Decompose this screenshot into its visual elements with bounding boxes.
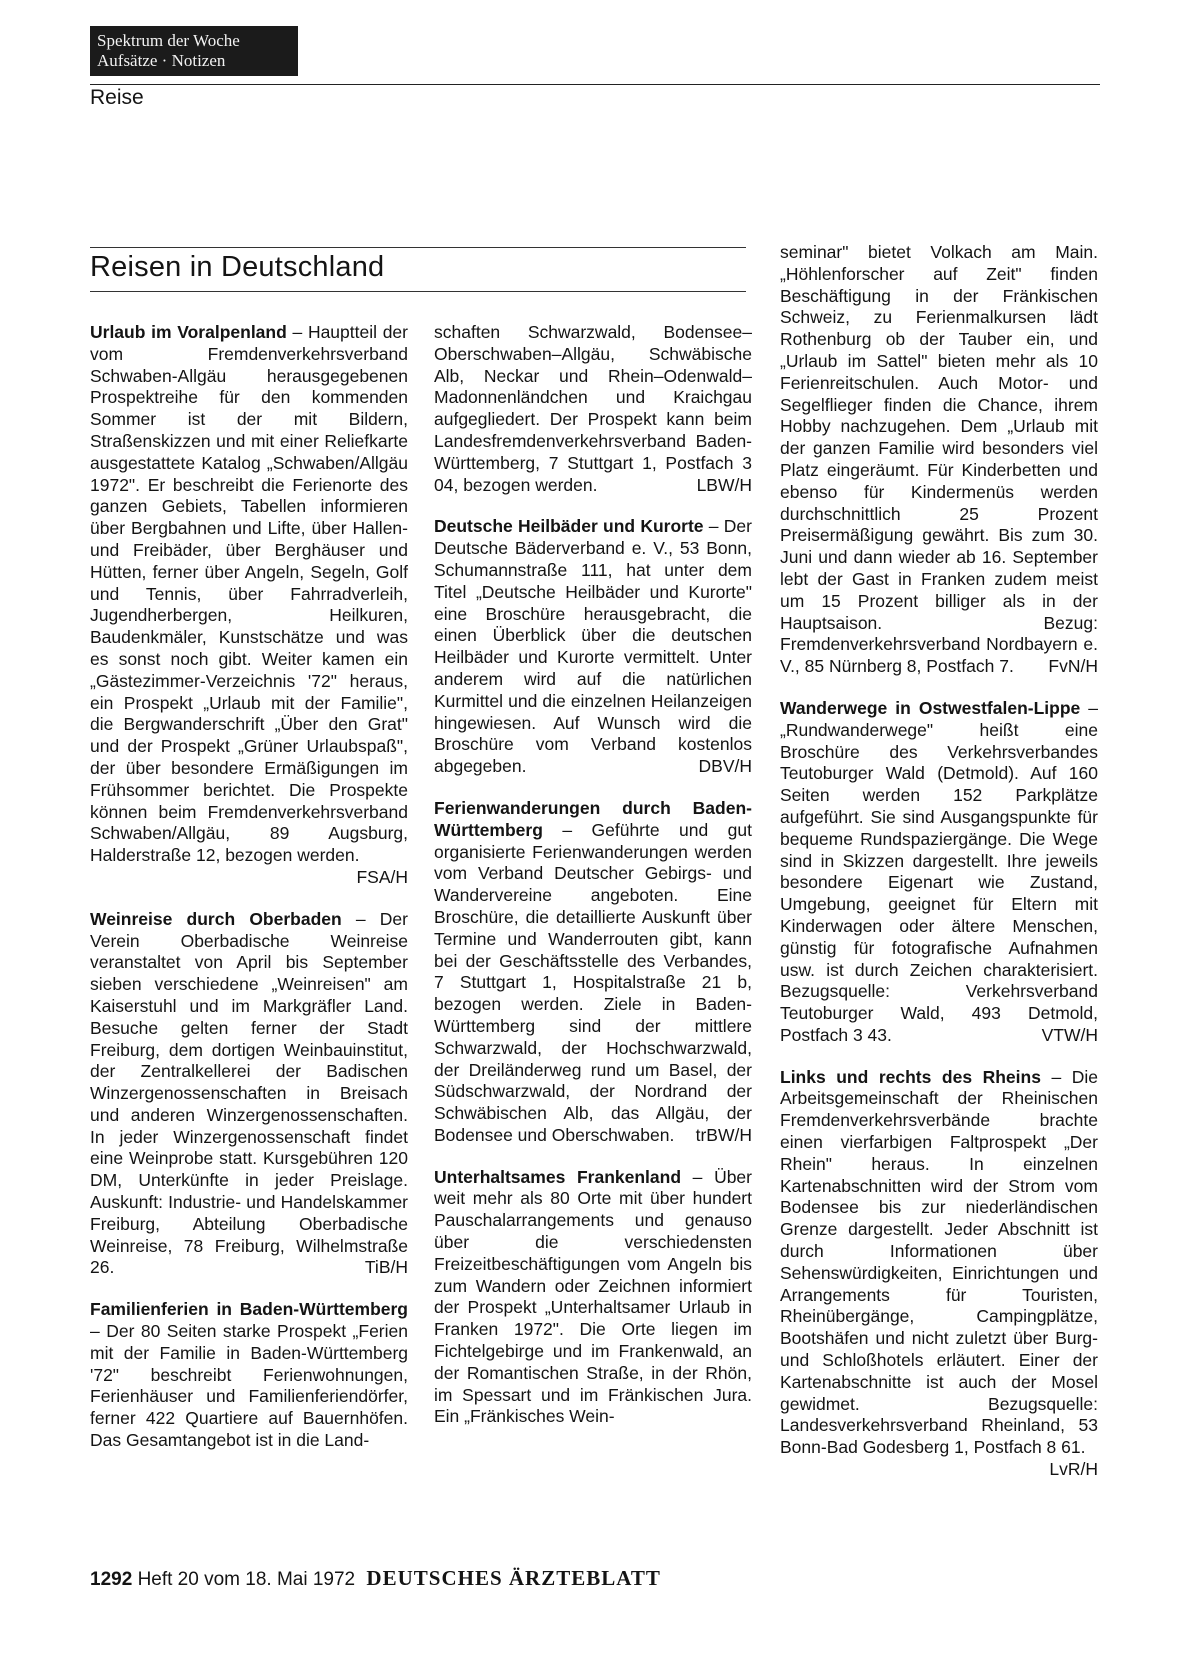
headline-rule-top (90, 247, 746, 248)
article-signature: VTW/H (1041, 1024, 1098, 1045)
article-signature: DBV/H (698, 756, 752, 777)
rubric-line-1: Spektrum der Woche (97, 31, 240, 50)
article-heading: Familienferien in Baden-Württemberg (90, 1299, 408, 1320)
article-familienferien: Familienferien in Baden-Württemberg – Der 80 Seiten starke Prospekt „Ferien mit der Familie in Baden-Württemberg '72" beschreibt Ferienwohnungen, Ferienhäuser und Familienferiendörfer, ferner 422 Quartiere auf Bauernhöfen. Das Gesamtangebot ist in die Land- (90, 1299, 408, 1451)
rubric-line-2: Aufsätze · Notizen (97, 51, 226, 70)
article-ferienwanderungen: Ferienwanderungen durch Baden-Württemberg – Geführte und gut organisierte Ferienwanderungen werden vom Verband Deutscher Gebirgs- und Wandervereine angeboten. Eine Broschüre, die detaillierte Auskunft über Termine und Wanderrouten gibt, kann bei der Geschäftsstelle des Verbandes, 7 Stuttgart 1, Hospitalstraße 21 b, bezogen werden. Ziele in Baden-Württemberg sind der mittlere Schwarzwald, der Hochschwarzwald, der Dreiländerweg rund um Basel, der Südschwarzwald, der Nordrand der Schwäbischen Alb, das Allgäu, der Bodensee und Oberschwaben. trBW/H (434, 797, 752, 1145)
article-weinreise-oberbaden: Weinreise durch Oberbaden – Der Verein Oberbadische Weinreise veranstaltet von April bis September sieben verschiedene „Weinreisen" am Kaiserstuhl und im Markgräfler Land. Besuche gelten ferner der Stadt Freiburg, dem dortigen Weinbauinstitut, der Zentralkellerei der Badischen Winzergenossenschaften in Breisach und anderen Winzergenossenschaften. In jeder Winzergenossenschaft findet eine Weinprobe statt. Kursgebühren 120 DM, Unterkünfte in jeder Preislage. Auskunft: Industrie- und Handelskammer Freiburg, Abteilung Oberbadische Weinreise, 78 Freiburg, Wilhelmstraße 26. TiB/H (90, 908, 408, 1278)
article-body: Die Arbeitsgemeinschaft der Rheinischen Fremdenverkehrsverbände brachte einen vierfarbigen Faltprospekt „Der Rhein" heraus. In einzelnen Kartenabschnitten wird der Strom vom Bodensee bis zur niederländischen Grenze dargestellt. Jeder Abschnitt ist durch Informationen über Sehenswürdigkeiten, Einrichtungen und Arrangements für Touristen, Rheinübergänge, Campingplätze, Bootshäfen und nicht zuletzt über Burg- und Schloßhotels erläutert. Einer der Kartenabschnitte ist auch der Mosel gewidmet. Bezugsquelle: Landesverkehrsverband Rheinland, 53 Bonn-Bad Godesberg 1, Postfach 8 61. (780, 1066, 1098, 1458)
article-signature: FvN/H (1048, 656, 1098, 677)
article-urlaub-voralpenland: Urlaub im Voralpenland – Hauptteil der vom Fremdenverkehrsverband Schwaben-Allgäu herausgegebenen Prospektreihe für den kommenden Sommer ist der mit Bildern, Straßenskizzen und mit einer Reliefkarte ausgestattete Katalog „Schwaben/Allgäu 1972". Er beschreibt die Ferienorte des ganzen Gebiets, Tabellen informieren über Bergbahnen und Lifte, über Hallen- und Freibäder, über Berghäuser und Hütten, ferner über Angeln, Segeln, Golf und Tennis, über Fahrradverleih, Jugendherbergen, Heilkuren, Baudenkmäler, Kunstschätze und was es sonst noch gibt. Weiter kamen ein „Gästezimmer-Verzeichnis '72" heraus, ein Prospekt „Urlaub mit der Familie", die Bergwanderschrift „Über den Grat" und der Prospekt „Grüner Urlaubspaß", der über besondere Ermäßigungen im Frühsommer berichtet. Die Prospekte können beim Fremdenverkehrsverband Schwaben/Allgäu, 89 Augsburg, Halderstraße 12, bezogen werden. FSA/H (90, 322, 408, 887)
page-title: Reisen in Deutschland (90, 251, 385, 283)
article-body: Hauptteil der vom Fremdenverkehrsverband Schwaben-Allgäu herausgegebenen Prospektreihe für den kommenden Sommer ist der mit Bildern, Straßenskizzen und mit einer Reliefkarte ausgestattete Katalog „Schwaben/Allgäu 1972". Er beschreibt die Ferienorte des ganzen Gebiets, Tabellen informieren über Bergbahnen und Lifte, über Hallen- und Freibäder, über Berghäuser und Hütten, ferner über Angeln, Segeln, Golf und Tennis, über Fahrradverleih, Jugendherbergen, Heilkuren, Baudenkmäler, Kunstschätze und was es sonst noch gibt. Weiter kamen ein „Gästezimmer-Verzeichnis '72" heraus, ein Prospekt „Urlaub mit der Familie", die Bergwanderschrift „Über den Grat" und der Prospekt „Grüner Urlaubspaß", der über besondere Ermäßigungen im Frühsommer berichtet. Die Prospekte können beim Fremdenverkehrsverband Schwaben/Allgäu, 89 Augsburg, Halderstraße 12, bezogen werden. (90, 322, 408, 866)
page-number: 1292 (90, 1569, 133, 1590)
article-heilbaeder-kurorte: Deutsche Heilbäder und Kurorte – Der Deutsche Bäderverband e. V., 53 Bonn, Schumannstraße 111, hat unter dem Titel „Deutsche Heilbäder und Kurorte" eine Broschüre herausgebracht, die einen Überblick über die deutschen Heilbäder und Kurorte vermittelt. Unter anderem wird auf die natürlichen Kurmittel und die einzelnen Heilanzeigen hingewiesen. Auf Wunsch wird die Broschüre vom Verband kostenlos abgegeben. DBV/H (434, 516, 752, 777)
article-signature: LvR/H (1049, 1459, 1098, 1480)
article-heading: Deutsche Heilbäder und Kurorte (434, 516, 704, 537)
article-body-continued: schaften Schwarzwald, Bodensee–Oberschwaben–Allgäu, Schwäbische Alb, Neckar und Rhein–Odenwald–Madonnenländchen und Kraichgau aufgegliedert. Der Prospekt kann beim Landesfremdenverkehrsverband Baden-Württemberg, 7 Stuttgart 1, Postfach 3 04, bezogen werden. (434, 322, 752, 495)
rubric-box (90, 26, 298, 76)
column-2 (434, 322, 752, 1448)
article-body: Der 80 Seiten starke Prospekt „Ferien mit der Familie in Baden-Württemberg '72" beschreibt Ferienwohnungen, Ferienhäuser und Familienferiendörfer, ferner 422 Quartiere auf Bauernhöfen. Das Gesamtangebot ist in die Land- (90, 1321, 408, 1451)
publication-name: DEUTSCHES ÄRZTEBLATT (366, 1566, 661, 1590)
article-heading: Wanderwege in Ostwestfalen-Lippe (780, 697, 1081, 718)
article-heading: Ferienwanderungen durch Baden-Württemberg (434, 797, 752, 840)
header-rule (90, 84, 1100, 85)
article-body: Geführte und gut organisierte Ferienwanderungen werden vom Verband Deutscher Gebirgs- und Wandervereine angeboten. Eine Broschüre, die detaillierte Auskunft über Termine und Wanderrouten gibt, kann bei der Geschäftsstelle des Verbandes, 7 Stuttgart 1, Hospitalstraße 21 b, bezogen werden. Ziele in Baden-Württemberg sind der mittlere Schwarzwald, der Hochschwarzwald, der Dreiländerweg rund um Basel, der Südschwarzwald, der Nordrand der Schwäbischen Alb, das Allgäu, der Bodensee und Oberschwaben. (434, 819, 752, 1145)
article-body: Der Verein Oberbadische Weinreise veranstaltet von April bis September sieben verschiedene „Weinreisen" am Kaiserstuhl und im Markgräfler Land. Besuche gelten ferner der Stadt Freiburg, dem dortigen Weinbauinstitut, der Zentralkellerei der Badischen Winzergenossenschaften in Breisach und anderen Winzergenossenschaften. In jeder Winzergenossenschaft findet eine Weinprobe statt. Kursgebühren 120 DM, Unterkünfte in jeder Preislage. Auskunft: Industrie- und Handelskammer Freiburg, Abteilung Oberbadische Weinreise, 78 Freiburg, Wilhelmstraße 26. (90, 908, 408, 1278)
article-heading: Urlaub im Voralpenland (90, 322, 287, 342)
page-footer (90, 1566, 661, 1591)
article-familienferien-continued (434, 322, 752, 496)
article-links-rechts-rheins: Links und rechts des Rheins – Die Arbeitsgemeinschaft der Rheinischen Fremdenverkehrsverbände brachte einen vierfarbigen Faltprospekt „Der Rhein" heraus. In einzelnen Kartenabschnitten wird der Strom vom Bodensee bis zur niederländischen Grenze dargestellt. Jeder Abschnitt ist durch Informationen über Sehenswürdigkeiten, Einrichtungen und Arrangements für Touristen, Rheinübergänge, Campingplätze, Bootshäfen und nicht zuletzt über Burg- und Schloßhotels erläutert. Einer der Kartenabschnitte ist auch der Mosel gewidmet. Bezugsquelle: Landesverkehrsverband Rheinland, 53 Bonn-Bad Godesberg 1, Postfach 8 61. LvR/H (780, 1066, 1098, 1480)
article-body: Über weit mehr als 80 Orte mit über hundert Pauschalarrangements und genauso über die verschiedensten Freizeitbeschäftigungen vom Angeln bis zum Wandern oder Zeichnen informiert der Prospekt „Unterhaltsamer Urlaub in Franken 1972". Die Orte liegen im Fichtelgebirge und im Frankenwald, an der Romantischen Straße, in der Rhön, im Spessart und im Fränkischen Jura. Ein „Fränkisches Wein- (434, 1166, 752, 1427)
article-signature: TiB/H (364, 1257, 408, 1278)
article-frankenland-continued (780, 242, 1098, 678)
issue-info: Heft 20 vom 18. Mai 1972 (137, 1569, 356, 1590)
article-body: „Rundwanderwege" heißt eine Broschüre des Verkehrsverbandes Teutoburger Wald (Detmold). Auf 160 Seiten werden 152 Parkplätze aufgeführt. Sie sind Ausgangspunkte für bequeme Rundspaziergänge. Die Wege sind in Skizzen dargestellt. Ihre jeweils besondere Eigenart wie Zustand, Umgebung, geeignet für Eltern mit Kinderwagen oder ältere Menschen, günstig für fotografische Aufnahmen usw. ist durch Zeichen charakterisiert. Bezugsquelle: Verkehrsverband Teutoburger Wald, 493 Detmold, Postfach 3 43. (780, 719, 1098, 1045)
article-frankenland: Unterhaltsames Frankenland – Über weit mehr als 80 Orte mit über hundert Pauschalarrangements und genauso über die verschiedensten Freizeitbeschäftigungen vom Angeln bis zum Wandern oder Zeichnen informiert der Prospekt „Unterhaltsamer Urlaub in Franken 1972". Die Orte liegen im Fichtelgebirge und im Frankenwald, an der Romantischen Straße, in der Rhön, im Spessart und im Fränkischen Jura. Ein „Fränkisches Wein- (434, 1166, 752, 1427)
headline-rule-bottom (90, 291, 746, 292)
column-1 (90, 322, 408, 1472)
article-body: Der Deutsche Bäderverband e. V., 53 Bonn, Schumannstraße 111, hat unter dem Titel „Deutsche Heilbäder und Kurorte" eine Broschüre herausgebracht, die einen Überblick über die deutschen Heilbäder und Kurorte vermittelt. Unter anderem wird auf die natürlichen Kurmittel und die einzelnen Heilanzeigen hingewiesen. Auf Wunsch wird die Broschüre vom Verband kostenlos abgegeben. (434, 516, 752, 777)
section-label: Reise (90, 86, 144, 109)
article-signature: LBW/H (696, 474, 752, 495)
article-heading: Unterhaltsames Frankenland (434, 1166, 682, 1187)
article-signature: trBW/H (695, 1124, 752, 1145)
article-signature: FSA/H (356, 866, 408, 887)
article-heading: Weinreise durch Oberbaden (90, 908, 342, 929)
article-wanderwege-ostwestfalen: Wanderwege in Ostwestfalen-Lippe – „Rundwanderwege" heißt eine Broschüre des Verkehrsverbandes Teutoburger Wald (Detmold). Auf 160 Seiten werden 152 Parkplätze aufgeführt. Sie sind Ausgangspunkte für bequeme Rundspaziergänge. Die Wege sind in Skizzen dargestellt. Ihre jeweils besondere Eigenart wie Zustand, Umgebung, geeignet für Eltern mit Kinderwagen oder ältere Menschen, günstig für fotografische Aufnahmen usw. ist durch Zeichen charakterisiert. Bezugsquelle: Verkehrsverband Teutoburger Wald, 493 Detmold, Postfach 3 43. VTW/H (780, 697, 1098, 1045)
article-body-continued: seminar" bietet Volkach am Main. „Höhlenforscher auf Zeit" finden Beschäftigung in der Fränkischen Schweiz, zu Ferienmalkursen lädt Rothenburg ob der Tauber ein, und „Urlaub im Sattel" bieten mehr als 10 Ferienreitschulen. Auch Motor- und Segelflieger finden die Chance, ihrem Hobby nachzugehen. Dem „Urlaub mit der ganzen Familie wird besonders viel Platz eingeräumt. Für Kinderbetten und ebenso für Kindermenüs werden durchschnittlich 25 Prozent Preisermäßigung gewährt. Bis zum 30. Juni und dann wieder ab 16. September lebt der Gast in Franken zudem meist um 15 Prozent billiger als in der Hauptsaison. Bezug: Fremdenverkehrsverband Nordbayern e. V., 85 Nürnberg 8, Postfach 7. (780, 242, 1098, 677)
column-3 (780, 242, 1098, 1501)
article-heading: Links und rechts des Rheins (780, 1066, 1041, 1087)
